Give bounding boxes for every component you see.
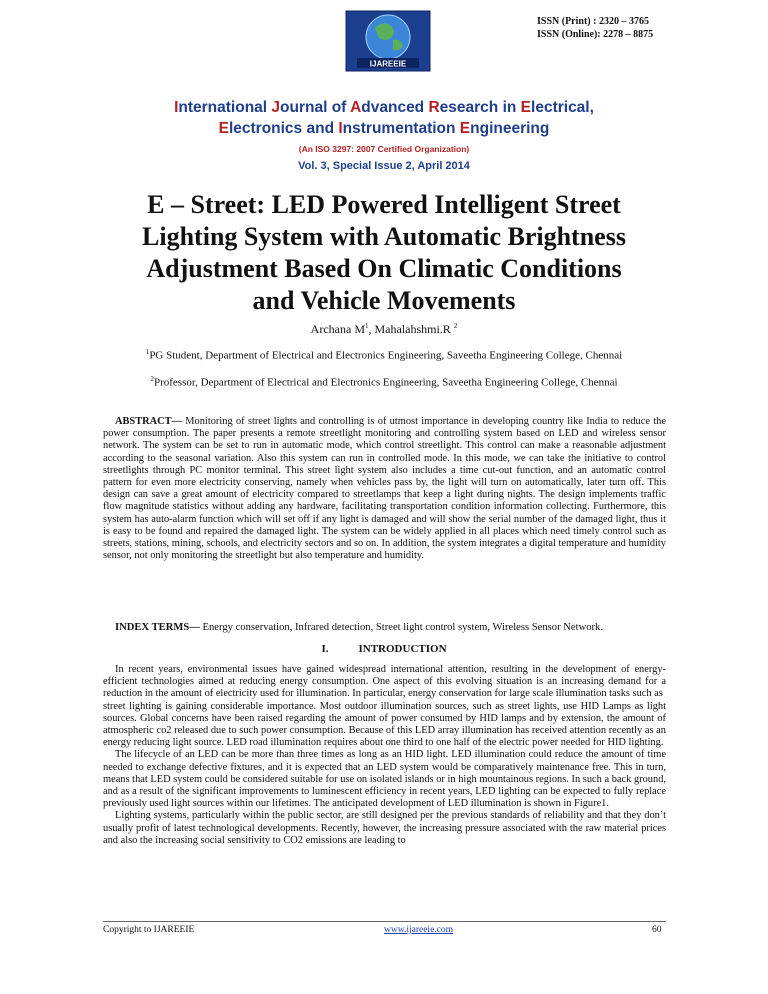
author-1-sup: 1 bbox=[364, 322, 369, 330]
author-2: , Mahalahshmi.R bbox=[368, 322, 454, 336]
footer-divider bbox=[103, 921, 666, 922]
page-number: 60 bbox=[652, 925, 662, 935]
abstract bbox=[103, 416, 666, 562]
intro-paragraph-1b: street lighting is gaining considerable importance. Most outdoor illumination sources, such as street lights, use HID Lamps as light sources. Global concerns have been raised regarding the amount of power consumed by HID lamps and by extension, the amount of atmospheric co2 released due to such power consumption. Because of this LED array illumination has received attention recently as an energy reducing light source. LED road illumination requires about one third to one half of the electric power needed for HID lighting. bbox=[103, 700, 666, 749]
index-terms-text: Energy conservation, Infrared detection, Street light control system, Wireless Sensor Network. bbox=[199, 622, 603, 633]
journal-title-part: E bbox=[459, 120, 471, 137]
affiliation-2-text: Professor, Department of Electrical and Electronics Engineering, Saveetha Engineering College, Chennai bbox=[153, 376, 618, 389]
journal-logo bbox=[345, 10, 431, 72]
paper-title-line: Adjustment Based On Climatic Conditions bbox=[146, 254, 622, 283]
journal-title-part: J bbox=[271, 99, 281, 116]
paper-title-line: Lighting System with Automatic Brightness bbox=[142, 222, 626, 251]
journal-title-part: R bbox=[428, 99, 440, 116]
affiliation-1-text: PG Student, Department of Electrical and Electronics Engineering, Saveetha Engineering College, Chennai bbox=[149, 349, 623, 362]
affiliation-1-sup: 1 bbox=[145, 348, 150, 356]
author-2-sup: 2 bbox=[453, 322, 458, 330]
section-title: INTRODUCTION bbox=[358, 643, 447, 655]
issn-online: ISSN (Online): 2278 – 8875 bbox=[537, 29, 654, 40]
journal-title-part: ournal of bbox=[280, 99, 351, 116]
journal-title-part: E bbox=[520, 99, 532, 116]
abstract-heading: ABSTRACT— bbox=[115, 416, 182, 427]
authors bbox=[0, 322, 768, 337]
footer-url-link[interactable]: www.ijareeie.com bbox=[384, 925, 454, 935]
index-terms bbox=[103, 622, 678, 633]
journal-title-part: ngineering bbox=[470, 120, 550, 137]
author-1: Archana M bbox=[310, 322, 365, 336]
journal-title-part: E bbox=[218, 120, 229, 137]
journal-title-part: nternational bbox=[178, 99, 272, 116]
paper-title-line: and Vehicle Movements bbox=[252, 286, 516, 315]
affiliation-2 bbox=[0, 375, 768, 389]
journal-title-part: nstrumentation bbox=[342, 120, 460, 137]
logo-text: IJAREEIE bbox=[369, 59, 407, 69]
introduction-body bbox=[103, 664, 666, 847]
journal-title-part: lectrical, bbox=[531, 99, 594, 116]
index-terms-heading: INDEX TERMS— bbox=[115, 622, 200, 633]
section-heading-introduction bbox=[0, 643, 768, 655]
journal-title-part: esearch in bbox=[439, 99, 521, 116]
intro-paragraph-3: Lighting systems, particularly within the public sector, are still designed per the previous standards of reliability and that they don’t usually profit of latest technological developments. Recently, however, the increasing pressure associated with the raw material prices and also the increasing social sensitivity to CO2 emissions are leading to bbox=[103, 810, 666, 846]
journal-title-part: I bbox=[338, 120, 343, 137]
intro-paragraph-2: The lifecycle of an LED can be more than three times as long as an HID light. LED illumination could reduce the amount of time needed to exchange defective fixtures, and it is expected that an LED system would be comparatively maintenance free. This in turn, means that LED system could be considered suitable for use on isolated islands or in high mountainous regions. In such a back ground, and as a result of the significant improvements to luminescent efficiency in recent years, LED lighting can be expected to fully replace previously used light sources within our lifetimes. The anticipated development of LED illumination is shown in Figure1. bbox=[103, 749, 666, 810]
issn-print: ISSN (Print) : 2320 – 3765 bbox=[537, 16, 649, 27]
abstract-text: Monitoring of street lights and controlling is of utmost importance in developing country like India to reduce the power consumption. The paper presents a remote streetlight monitoring and controlling system based on LED and wireless sensor network. The system can be set to run in automatic mode, which control streetlight. This control can make a reasonable adjustment according to the seasonal variation. Also this system can run in controlled mode. In this mode, we can take the initiative to control streetlights through PC monitor terminal. This street light system also includes a time cut-out function, and an automatic control pattern for even more electricity conserving, namely when vehicles pass by, the light will turn on automatically, later turn off. This design can save a great amount of electricity compared to streetlamps that keep a light during nights. The design implements traffic flow magnitude statistics without adding any hardware, facilitating transportation condition information collecting. Furthermore, this system has auto-alarm function which will set off if any light is damaged and will show the serial number of the damaged light, thus it is easy to be found and repaired the damaged light. The system can be widely applied in all places which need timely control such as streets, stations, mining, schools, and electricity sectors and so on. In addition, the system integrates a digital temperature and humidity sensor, not only monitoring the streetlight but also temperature and humidity. bbox=[103, 416, 666, 562]
journal-title-line1 bbox=[0, 97, 768, 118]
journal-title bbox=[0, 97, 768, 139]
issn-block bbox=[537, 15, 653, 41]
volume-issue: Vol. 3, Special Issue 2, April 2014 bbox=[298, 160, 470, 172]
affiliation-2-sup: 2 bbox=[150, 375, 154, 383]
journal-title-part: I bbox=[174, 99, 179, 116]
journal-title-line2 bbox=[0, 118, 768, 139]
journal-title-part: A bbox=[350, 99, 362, 116]
journal-title-part: lectronics and bbox=[228, 120, 339, 137]
paper-title bbox=[80, 189, 688, 317]
intro-paragraph-1: In recent years, environmental issues have gained widespread international attention, resulting in the development of energy-efficient technologies aimed at reducing energy consumption. One aspect of this evolving situation is an increasing demand for a reduction in the amount of electricity used for illumination. In particular, energy conservation for large scale illumination tasks such as bbox=[103, 664, 666, 700]
paper-title-line: E – Street: LED Powered Intelligent Street bbox=[147, 190, 621, 219]
section-number: I. bbox=[321, 643, 329, 655]
journal-title-part: dvanced bbox=[361, 99, 429, 116]
footer-copyright: Copyright to IJAREEIE bbox=[103, 925, 195, 935]
iso-certification: (An ISO 3297: 2007 Certified Organization) bbox=[298, 144, 470, 154]
affiliation-1 bbox=[0, 348, 768, 362]
